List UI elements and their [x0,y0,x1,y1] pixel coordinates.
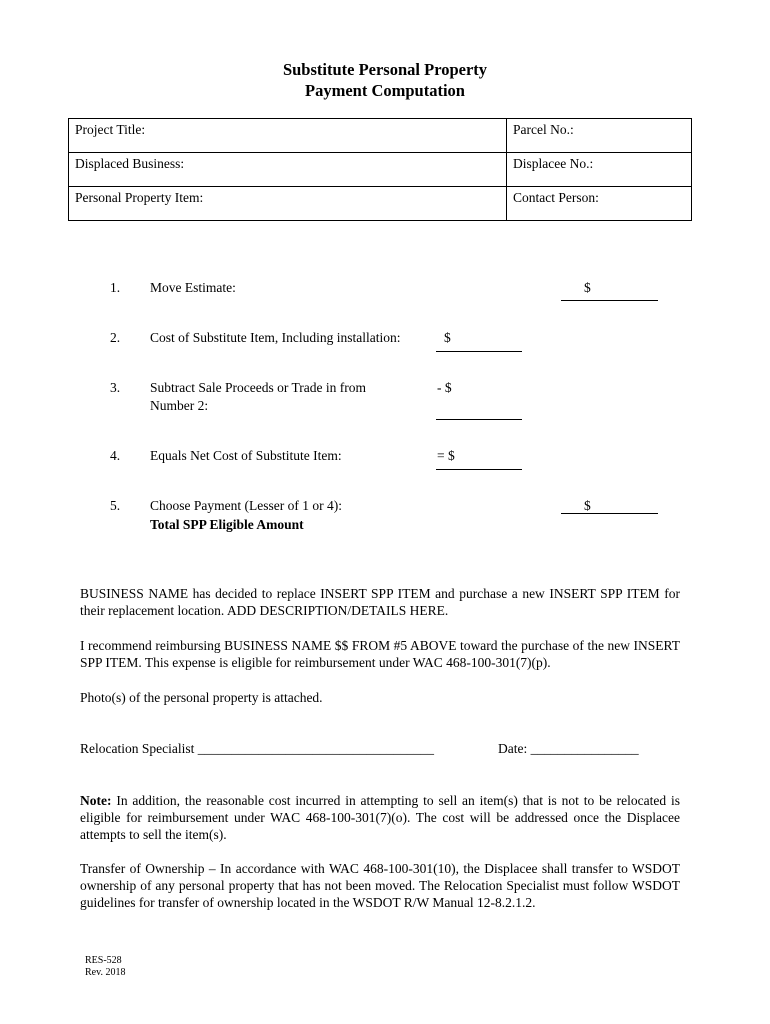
item-2-label: Cost of Substitute Item, Including installation: [150,330,401,345]
item-3-amount-line[interactable] [436,419,522,420]
form-id: RES-528 [85,955,122,966]
personal-property-item-field[interactable] [69,187,507,221]
displaced-business-label: Displaced Business: [75,156,185,171]
page-title-line1: Substitute Personal Property [282,60,488,79]
note-label: Note: [80,793,112,808]
relocation-specialist-signature[interactable]: Relocation Specialist ___________________________________ [80,741,434,756]
parcel-no-field[interactable] [507,119,692,153]
item-2-amount-line[interactable] [436,351,522,352]
paragraph-replacement: BUSINESS NAME has decided to replace INSERT SPP ITEM and purchase a new INSERT SPP ITEM for their replacement location. ADD DESCRIPTION/DETAILS HERE. [80,586,680,618]
form-revision: Rev. 2018 [85,967,126,978]
item-1-amount-line[interactable] [561,300,658,301]
item-2-prefix: $ [444,330,451,345]
contact-person-field[interactable] [507,187,692,221]
item-5-prefix: $ [584,498,591,513]
item-5-number: 5. [110,498,121,513]
contact-person-label: Contact Person: [513,190,599,205]
note-text: In addition, the reasonable cost incurred in attempting to sell an item(s) that is not to be relocated is eligible for reimbursement under WAC 468-100-301(7)(o). The cost will be addressed once the Displacee attempts to sell the item(s). [80,793,680,842]
item-2-number: 2. [110,330,121,345]
item-4-label: Equals Net Cost of Substitute Item: [150,448,342,463]
displacee-no-label: Displacee No.: [513,156,594,171]
project-title-label: Project Title: [75,122,146,137]
item-1-prefix: $ [584,280,591,295]
info-table [68,118,692,221]
item-3-number: 3. [110,380,121,395]
date-field[interactable]: Date: ________________ [498,741,639,756]
parcel-no-label: Parcel No.: [513,122,574,137]
personal-property-item-label: Personal Property Item: [75,190,204,205]
item-5-label: Choose Payment (Lesser of 1 or 4): [150,498,342,513]
displaced-business-field[interactable] [69,153,507,187]
transfer-of-ownership-paragraph: Transfer of Ownership – In accordance with WAC 468-100-301(10), the Displacee shall transfer to WSDOT ownership of any personal property that has not been moved. The Relocation Specialist must follow WSDOT guidelines for transfer of ownership located in the WSDOT R/W Manual 12-8.2.1.2. [80,861,680,910]
item-5-total-label: Total SPP Eligible Amount [150,517,304,532]
item-1-label: Move Estimate: [150,280,236,295]
item-3-prefix: - $ [437,380,452,395]
item-5-amount-line[interactable] [561,513,658,514]
item-3-label-line2: Number 2: [150,398,209,413]
project-title-field[interactable] [69,119,507,153]
item-1-number: 1. [110,280,121,295]
item-4-amount-line[interactable] [436,469,522,470]
item-4-prefix: = $ [437,448,455,463]
paragraph-recommendation: I recommend reimbursing BUSINESS NAME $$ FROM #5 ABOVE toward the purchase of the new INSERT SPP ITEM. This expense is eligible for reimbursement under WAC 468-100-301(7)(p). [80,638,680,670]
displacee-no-field[interactable] [507,153,692,187]
note-paragraph [80,792,680,843]
item-3-label-line1: Subtract Sale Proceeds or Trade in from [150,380,366,395]
item-4-number: 4. [110,448,121,463]
paragraph-photos: Photo(s) of the personal property is attached. [80,690,323,705]
page-title-line2: Payment Computation [305,81,465,100]
